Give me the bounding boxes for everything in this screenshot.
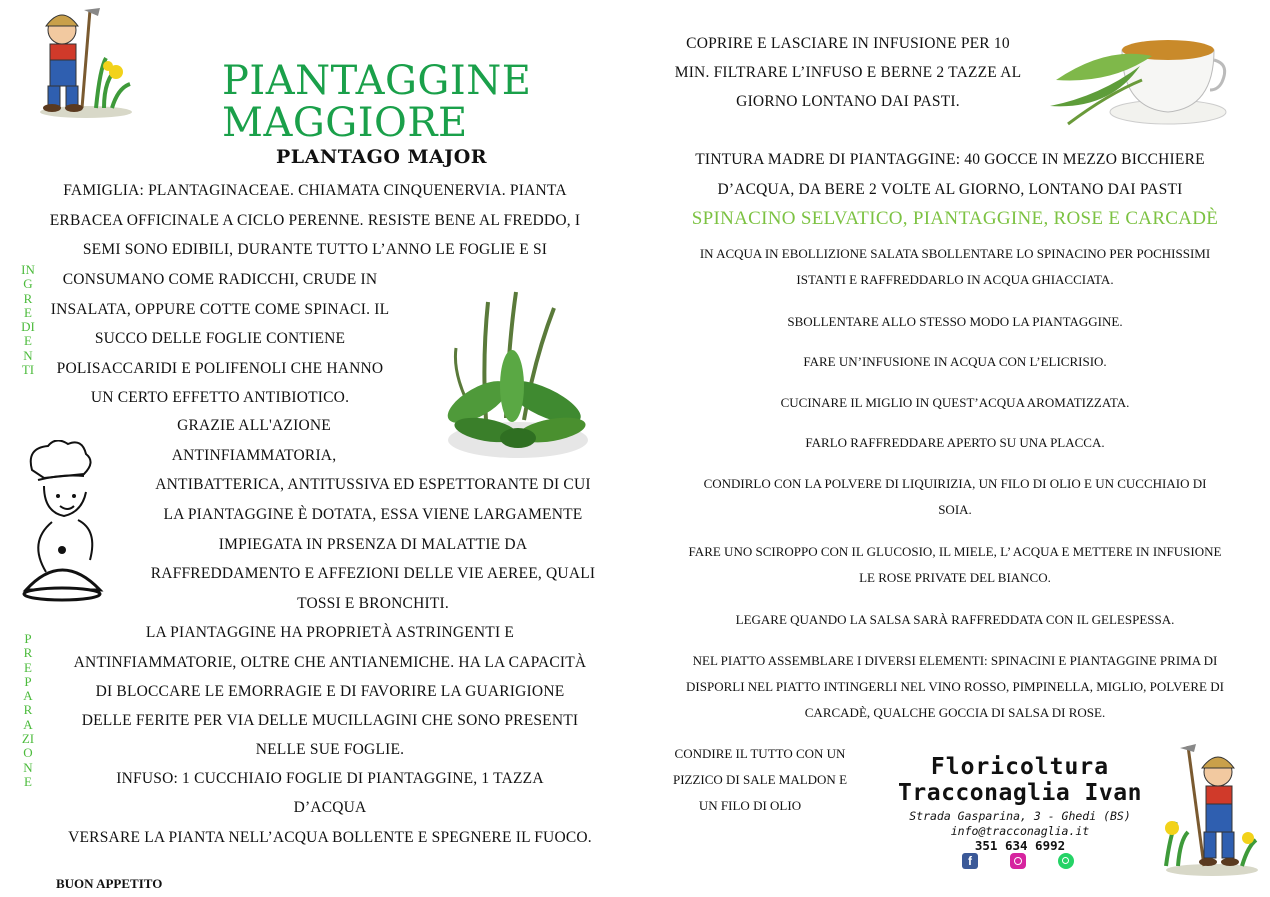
left-text-line: SUCCO DELLE FOGLIE CONTIENE [94, 330, 346, 347]
recipe-step-line: FARLO RAFFREDDARE APERTO SU UNA PLACCA. [805, 435, 1105, 450]
recipe-title: SPINACINO SELVATICO, PIANTAGGINE, ROSE E CARCADÈ [691, 208, 1219, 229]
left-text-line: POLISACCARIDI E POLIFENOLI CHE HANNO [56, 360, 384, 377]
left-text-line: NELLE SUE FOGLIE. [255, 741, 405, 758]
brand-email[interactable]: info@tracconaglia.it [950, 824, 1090, 838]
left-text-line: ANTINFIAMMATORIA, [171, 447, 337, 464]
closing-greeting: BUON APPETITO [56, 876, 163, 891]
left-text-line: TOSSI E BRONCHITI. [297, 595, 449, 612]
recipe-step-line: CONDIRLO CON LA POLVERE DI LIQUIRIZIA, UN FILO DI OLIO E UN CUCCHIAIO DI [703, 476, 1207, 491]
infusion-text-line: GIORNO LONTANO DAI PASTI. [736, 93, 960, 110]
instagram-icon[interactable] [1010, 853, 1026, 869]
left-text-line: D’ACQUA [293, 799, 367, 816]
recipe-step-line: SOIA. [938, 502, 972, 517]
recipe-step-line: UN FILO DI OLIO [698, 798, 802, 813]
brand-address: Strada Gasparina, 3 - Ghedi (BS) [909, 809, 1131, 823]
left-text-line: DI BLOCCARE LE EMORRAGIE E DI FAVORIRE LA GUARIGIONE [95, 683, 565, 700]
recipe-step-line: ISTANTI E RAFFREDDARLO IN ACQUA GHIACCIATA. [796, 272, 1114, 287]
herbal-tea-illustration [1048, 20, 1228, 132]
infusion-text-line: COPRIRE E LASCIARE IN INFUSIONE PER 10 [686, 35, 1010, 52]
left-text-line: LA PIANTAGGINE HA PROPRIETÀ ASTRINGENTI E [145, 624, 515, 641]
page-subtitle: PLANTAGO MAJOR [276, 146, 488, 168]
farmer-mascot-illustration [1152, 742, 1264, 878]
left-text-line: SEMI SONO EDIBILI, DURANTE TUTTO L’ANNO LE FOGLIE E SI [82, 241, 548, 258]
left-text-line: UN CERTO EFFETTO ANTIBIOTICO. [90, 389, 350, 406]
side-label-ingredienti: INGREDIENTI [21, 262, 35, 378]
chef-illustration [22, 440, 104, 612]
brand-phone[interactable]: 351 634 6992 [974, 838, 1066, 853]
farmer-mascot-illustration [26, 4, 138, 120]
recipe-step-line: DISPORLI NEL PIATTO INTINGERLI NEL VINO ROSSO, PIMPINELLA, MIGLIO, POLVERE DI [686, 679, 1224, 694]
brand-name-line1: Floricoltura [930, 754, 1110, 780]
recipe-step-line: LE ROSE PRIVATE DEL BIANCO. [859, 570, 1051, 585]
left-text-line: INFUSO: 1 CUCCHIAIO FOGLIE DI PIANTAGGINE, 1 TAZZA [116, 770, 544, 787]
left-text-line: FAMIGLIA: PLANTAGINACEAE. CHIAMATA CINQUENERVIA. PIANTA [63, 182, 567, 199]
left-text-line: INSALATA, OPPURE COTTE COME SPINACI. IL [50, 301, 390, 318]
tincture-text-line: TINTURA MADRE DI PIANTAGGINE: 40 GOCCE IN MEZZO BICCHIERE [695, 151, 1205, 168]
left-text-line: GRAZIE ALL'AZIONE [177, 417, 331, 434]
left-text-line: CONSUMANO COME RADICCHI, CRUDE IN [62, 271, 378, 288]
recipe-step-line: PIZZICO DI SALE MALDON E [672, 772, 848, 787]
side-label-preparazione: PREPARAZIONE [21, 631, 35, 789]
recipe-step-line: CONDIRE IL TUTTO CON UN [674, 746, 846, 761]
left-text-line: VERSARE LA PIANTA NELL’ACQUA BOLLENTE E SPEGNERE IL FUOCO. [68, 829, 592, 846]
tincture-text-line: D’ACQUA, DA BERE 2 VOLTE AL GIORNO, LONTANO DAI PASTI [717, 181, 1183, 198]
left-text-line: ANTIBATTERICA, ANTITUSSIVA ED ESPETTORANTE DI CUI [155, 476, 591, 493]
left-text-line: DELLE FERITE PER VIA DELLE MUCILLAGINI CHE SONO PRESENTI [81, 712, 579, 729]
recipe-step-line: CARCADÈ, QUALCHE GOCCIA DI SALSA DI ROSE. [804, 705, 1106, 720]
recipe-step-line: SBOLLENTARE ALLO STESSO MODO LA PIANTAGGINE. [787, 314, 1123, 329]
left-text-line: RAFFREDDAMENTO E AFFEZIONI DELLE VIE AEREE, QUALI [150, 565, 596, 582]
recipe-step-line: CUCINARE IL MIGLIO IN QUEST’ACQUA AROMATIZZATA. [780, 395, 1130, 410]
recipe-step-line: NEL PIATTO ASSEMBLARE I DIVERSI ELEMENTI: SPINACINI E PIANTAGGINE PRIMA DI [692, 653, 1218, 668]
recipe-step-line: IN ACQUA IN EBOLLIZIONE SALATA SBOLLENTARE LO SPINACINO PER POCHISSIMI [699, 246, 1211, 261]
left-text-line: ERBACEA OFFICINALE A CICLO PERENNE. RESISTE BENE AL FREDDO, I [49, 212, 581, 229]
left-text-line: IMPIEGATA IN PRSENZA DI MALATTIE DA [218, 536, 528, 553]
recipe-step-line: FARE UNO SCIROPPO CON IL GLUCOSIO, IL MIELE, L’ ACQUA E METTERE IN INFUSIONE [688, 544, 1222, 559]
recipe-step-line: LEGARE QUANDO LA SALSA SARÀ RAFFREDDATA CON IL GELESPESSA. [735, 612, 1175, 627]
left-text-line: ANTINFIAMMATORIE, OLTRE CHE ANTIANEMICHE. HA LA CAPACITÀ [73, 654, 587, 671]
facebook-icon[interactable]: f [962, 853, 978, 869]
whatsapp-icon[interactable] [1058, 853, 1074, 869]
infusion-text-line: MIN. FILTRARE L’INFUSO E BERNE 2 TAZZE AL [674, 64, 1022, 81]
recipe-step-line: FARE UN’INFUSIONE IN ACQUA CON L’ELICRISIO. [803, 354, 1107, 369]
brand-name-line2: Tracconaglia Ivan [898, 780, 1142, 806]
page-title: PIANTAGGINE MAGGIORE [222, 58, 532, 146]
left-text-line: LA PIANTAGGINE È DOTATA, ESSA VIENE LARGAMENTE [163, 506, 583, 523]
plantain-plant-illustration [426, 290, 602, 468]
